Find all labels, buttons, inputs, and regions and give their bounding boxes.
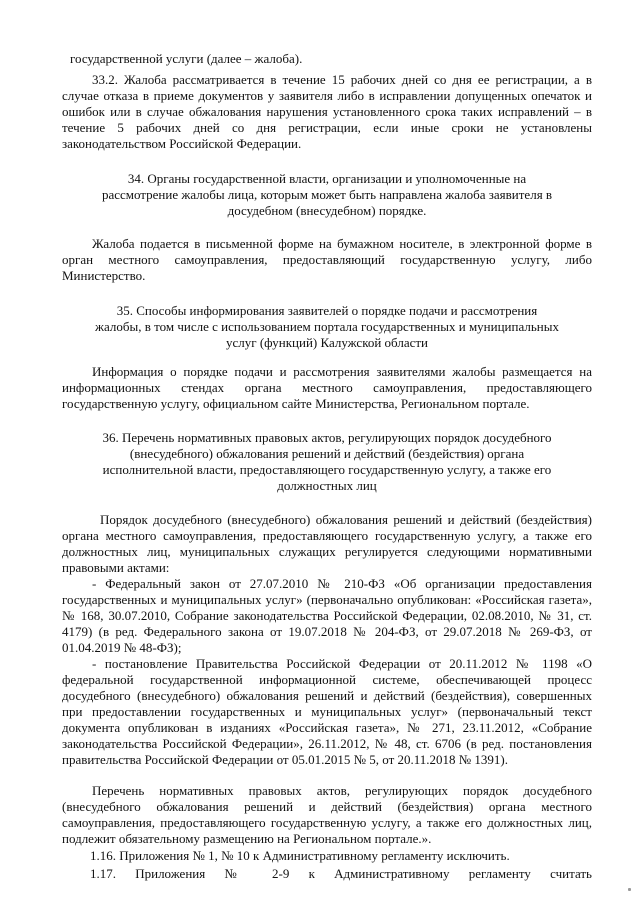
heading-36-line: исполнительной власти, предоставляющего государственную услугу, а также его (102, 462, 552, 477)
paragraph-36-intro: Порядок досудебного (внесудебного) обжалования решений и действий (бездействия) органа местного самоуправления, предоставляющего государственную услугу, а также его должностных лиц, муниципальных служащих регулируется следующими нормативными правовыми актами: (62, 512, 592, 575)
heading-36 (62, 430, 592, 494)
heading-34-line: 34. Органы государственной власти, организации и уполномоченные на (127, 171, 527, 186)
paragraph-33-2: 33.2. Жалоба рассматривается в течение 15 рабочих дней со дня ее регистрации, а в случае отказа в приеме документов у заявителя либо в исправлении допущенных опечаток и ошибок или в случае обжалования нарушения установленного срока таких исправлений – в течение 5 рабочих дней со дня регистрации, если иные сроки не установлены законодательством Российской Федерации. (62, 72, 592, 151)
heading-36-line: должностных лиц (277, 478, 377, 493)
paragraph-36-law-2: - постановление Правительства Российской Федерации от 20.11.2012 № 1198 «О федеральной государственной информационной системе, обеспечивающей процесс досудебного (внесудебного) обжалования решений и действий (бездействия), совершенных при предоставлении государственных и муниципальных услуг» (первоначальный текст документа опубликован в изданиях «Российская газета», № 271, 23.11.2012, «Собрание законодательства Российской Федерации», 26.11.2012, № 48, ст. 6706 (в ред. постановления правительства Российской Федерации от 05.01.2015 № 5, от 20.11.2018 № 1391). (62, 656, 592, 767)
paragraph-35: Информация о порядке подачи и рассмотрения заявителями жалобы размещается на информационных стендах органа местного самоуправления, предоставляющего государственную услугу, официальном сайте Министерства, Региональном портале. (62, 364, 592, 411)
paragraph-34: Жалоба подается в письменной форме на бумажном носителе, в электронной форме в орган местного самоуправления, предоставляющий государственную услугу, либо Министерство. (62, 236, 592, 283)
heading-35-line: 35. Способы информирования заявителей о порядке подачи и рассмотрения (116, 303, 538, 318)
heading-34-line: досудебном (внесудебном) порядке. (227, 203, 427, 218)
paragraph-1-16: 1.16. Приложения № 1, № 10 к Административному регламенту исключить. (90, 848, 510, 863)
heading-35 (62, 303, 592, 351)
heading-35-line: жалобы, в том числе с использованием портала государственных и муниципальных (95, 319, 559, 334)
heading-35-line: услуг (функций) Калужской области (225, 335, 429, 350)
scan-mark (628, 888, 631, 891)
heading-36-line: (внесудебного) обжалования решений и действий (бездействия) органа (129, 446, 525, 461)
paragraph-continuation: государственной услуги (далее – жалоба). (70, 51, 303, 66)
heading-34 (62, 171, 592, 219)
heading-36-line: 36. Перечень нормативных правовых актов, регулирующих порядок досудебного (102, 430, 552, 445)
paragraph-1-17: 1.17. Приложения № 2-9 к Административному регламенту считать (90, 866, 592, 881)
paragraph-36-law-1: - Федеральный закон от 27.07.2010 № 210-ФЗ «Об организации предоставления государственных и муниципальных услуг» (первоначально опубликован: «Российская газета», № 168, 30.07.2010, Собрание законодательства Российской Федерации, 02.08.2010, № 31, ст. 4179) (в ред. Федерального закона от 19.07.2018 № 204-ФЗ, от 29.07.2018 № 269-ФЗ, от 01.04.2019 № 48-ФЗ); (62, 576, 592, 655)
heading-34-line: рассмотрение жалобы лица, которым может быть направлена жалоба заявителя в (101, 187, 553, 202)
paragraph-36-list: Перечень нормативных правовых актов, регулирующих порядок досудебного (внесудебного обжалования решений и действий (бездействия) органа местного самоуправления, предоставляющего государственную услугу, а также его должностных лиц, подлежит обязательному размещению на Региональном портале.». (62, 783, 592, 846)
